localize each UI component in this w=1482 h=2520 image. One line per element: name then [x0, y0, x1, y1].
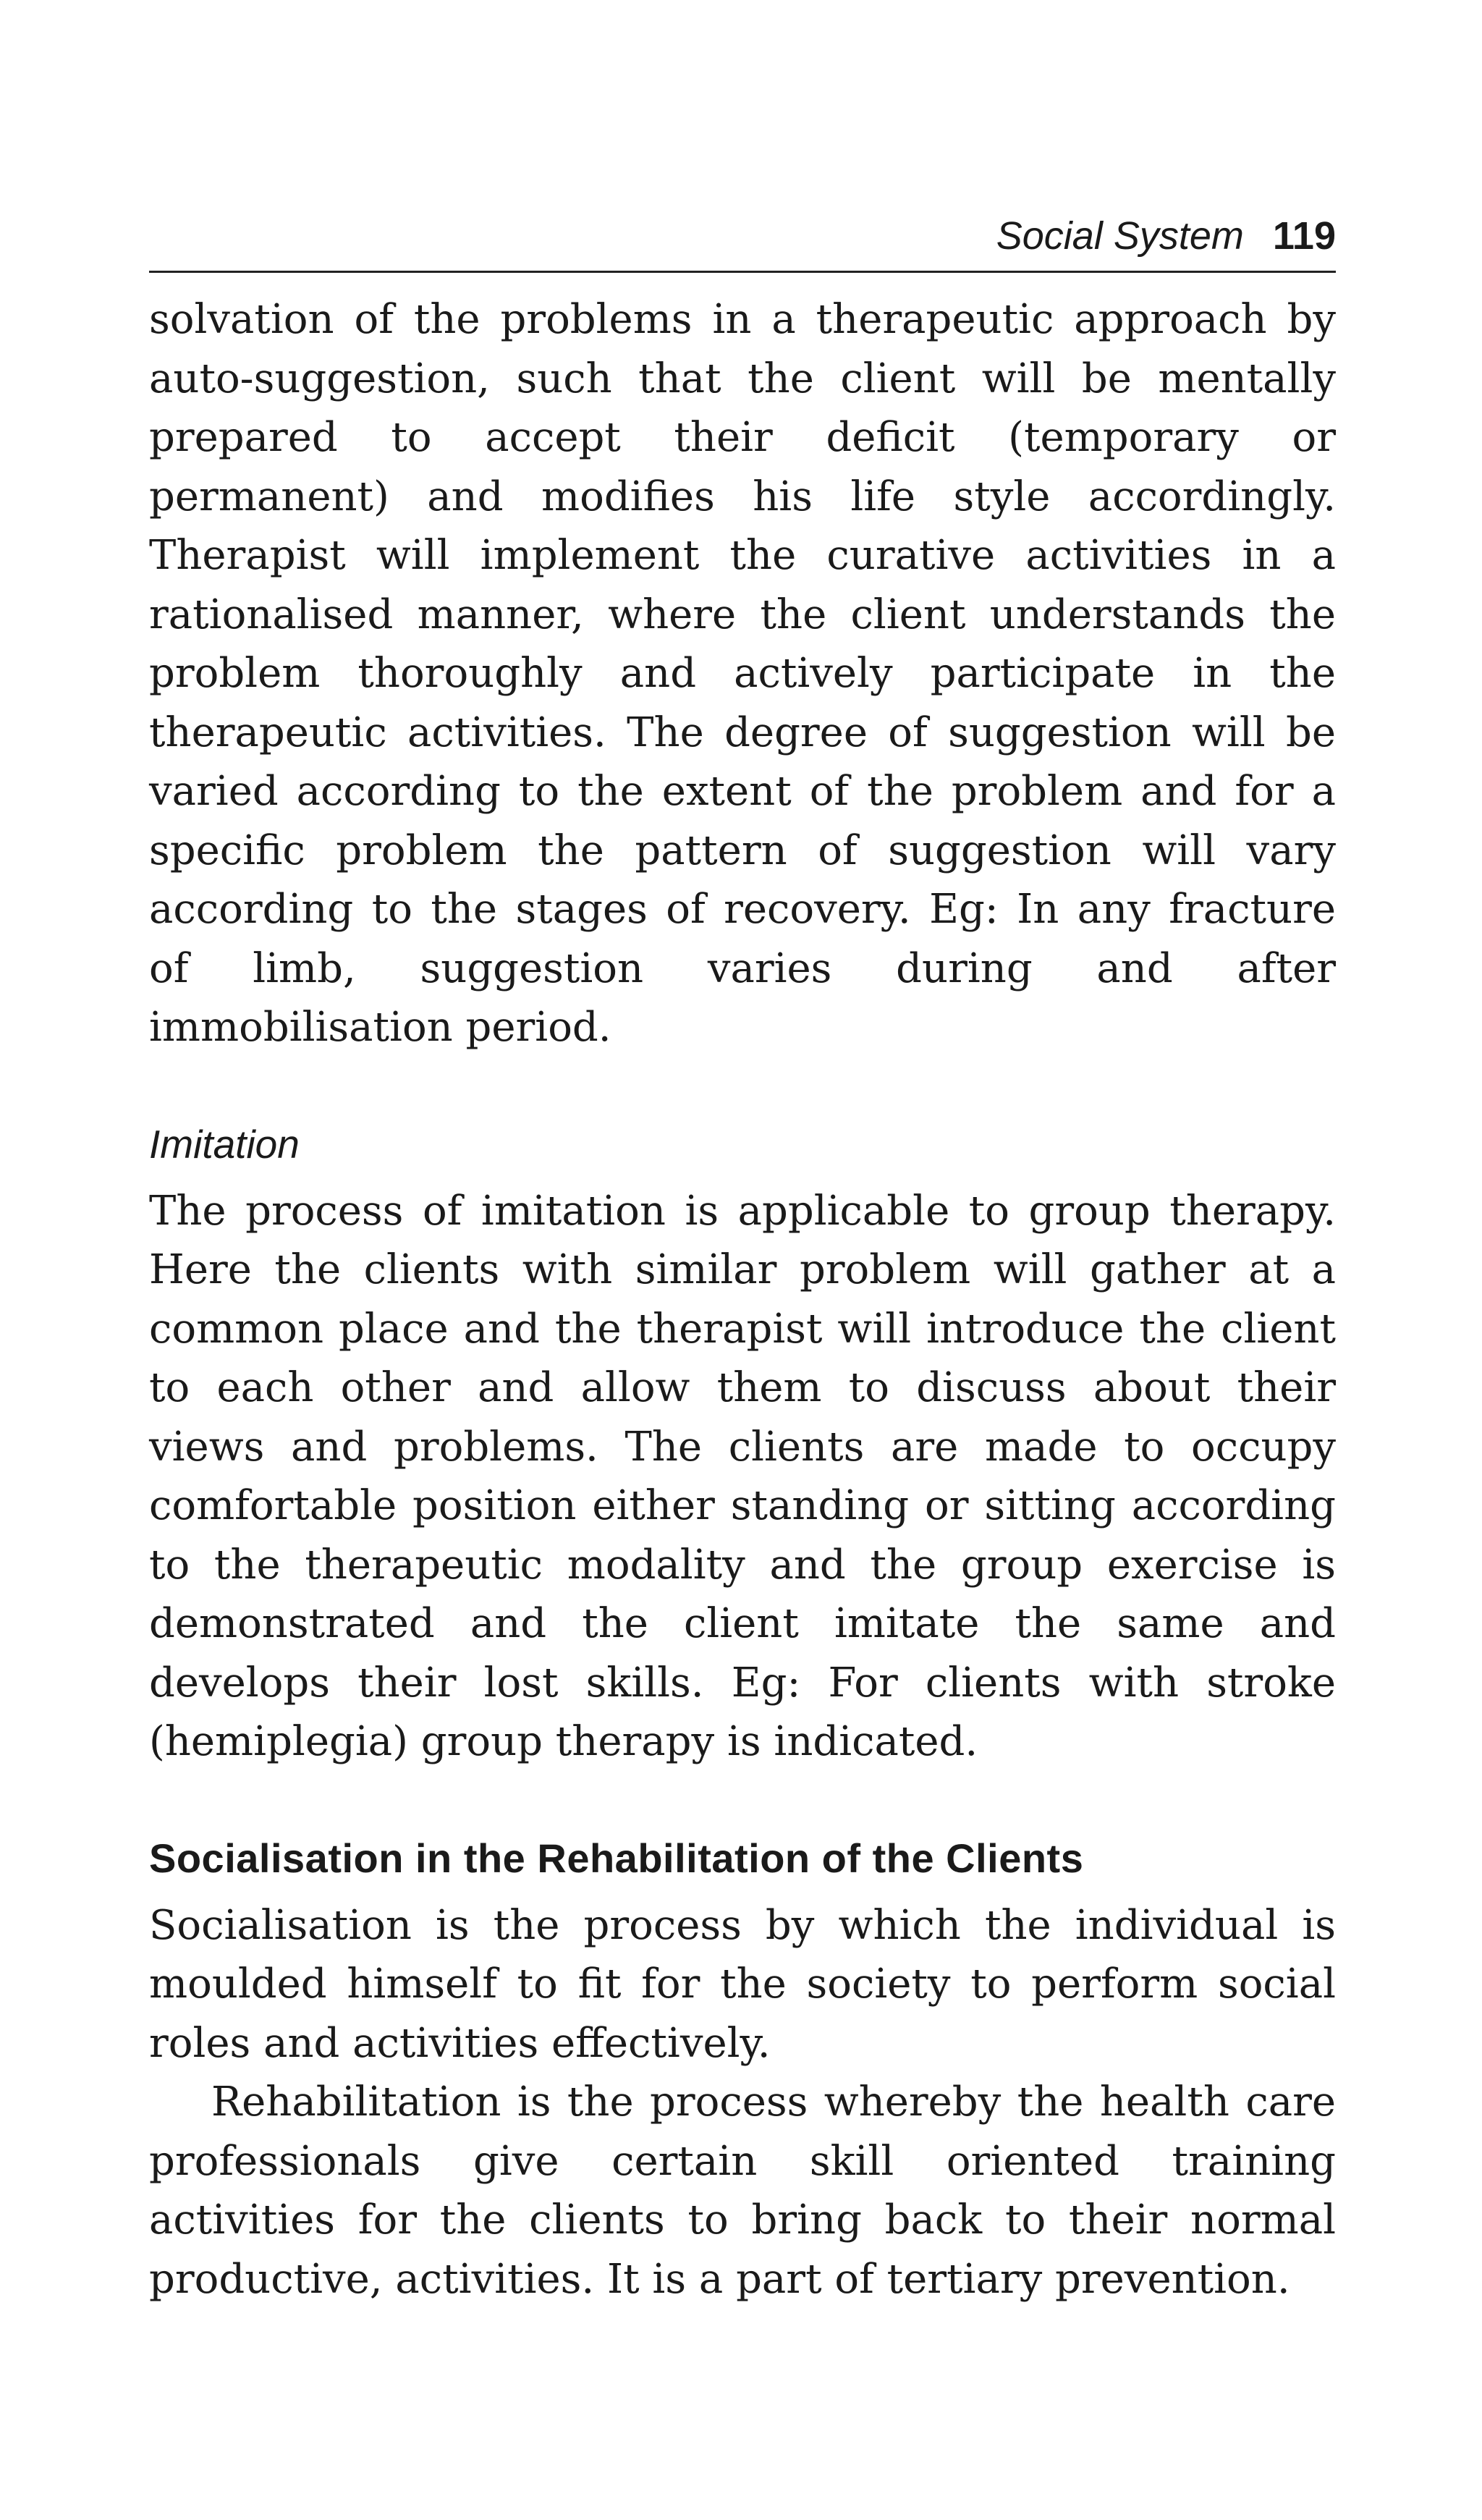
- socialisation-heading: Socialisation in the Rehabilitation of the Clients: [149, 1835, 1084, 1881]
- running-header: [149, 210, 1336, 273]
- paragraph-imitation: The process of imitation is applicable to group therapy. Here the clients with similar problem will gather at a common place and the therapist will introduce the client to each other and allow them to discuss about their views and problems. The clients are made to occupy comfortable position either standing or sitting according to the therapeutic modality and the group exercise is demonstrated and the client imitate the same and develops their lost skills. Eg: For clients with stroke (hemiplegia) group therapy is indicated.: [149, 1187, 1336, 1765]
- book-page: [149, 210, 1336, 2309]
- imitation-heading: Imitation: [149, 1121, 300, 1167]
- running-title: Social System: [996, 214, 1244, 258]
- paragraph-rehabilitation-definition: Rehabilitation is the process whereby the health care professionals give certain skill oriented training activities for the clients to bring back to their normal productive, activities. It is a part of tertiary prevention.: [149, 2079, 1336, 2303]
- paragraph-socialisation-definition: Socialisation is the process by which the individual is moulded himself to fit for the society to perform social roles and activities effectively.: [149, 1901, 1336, 2067]
- page-number: 119: [1272, 214, 1336, 258]
- paragraph-suggestion-continued: solvation of the problems in a therapeutic approach by auto-suggestion, such that the client will be mentally prepared to accept their deficit (temporary or permanent) and modifies his life style accordingly. Therapist will implement the curative activities in a rationalised manner, where the client understands the problem thoroughly and actively participate in the therapeutic activities. The degree of suggestion will be varied according to the extent of the problem and for a specific problem the pattern of suggestion will vary according to the stages of recovery. Eg: In any fracture of limb, suggestion varies during and after immobilisation period.: [149, 296, 1336, 1051]
